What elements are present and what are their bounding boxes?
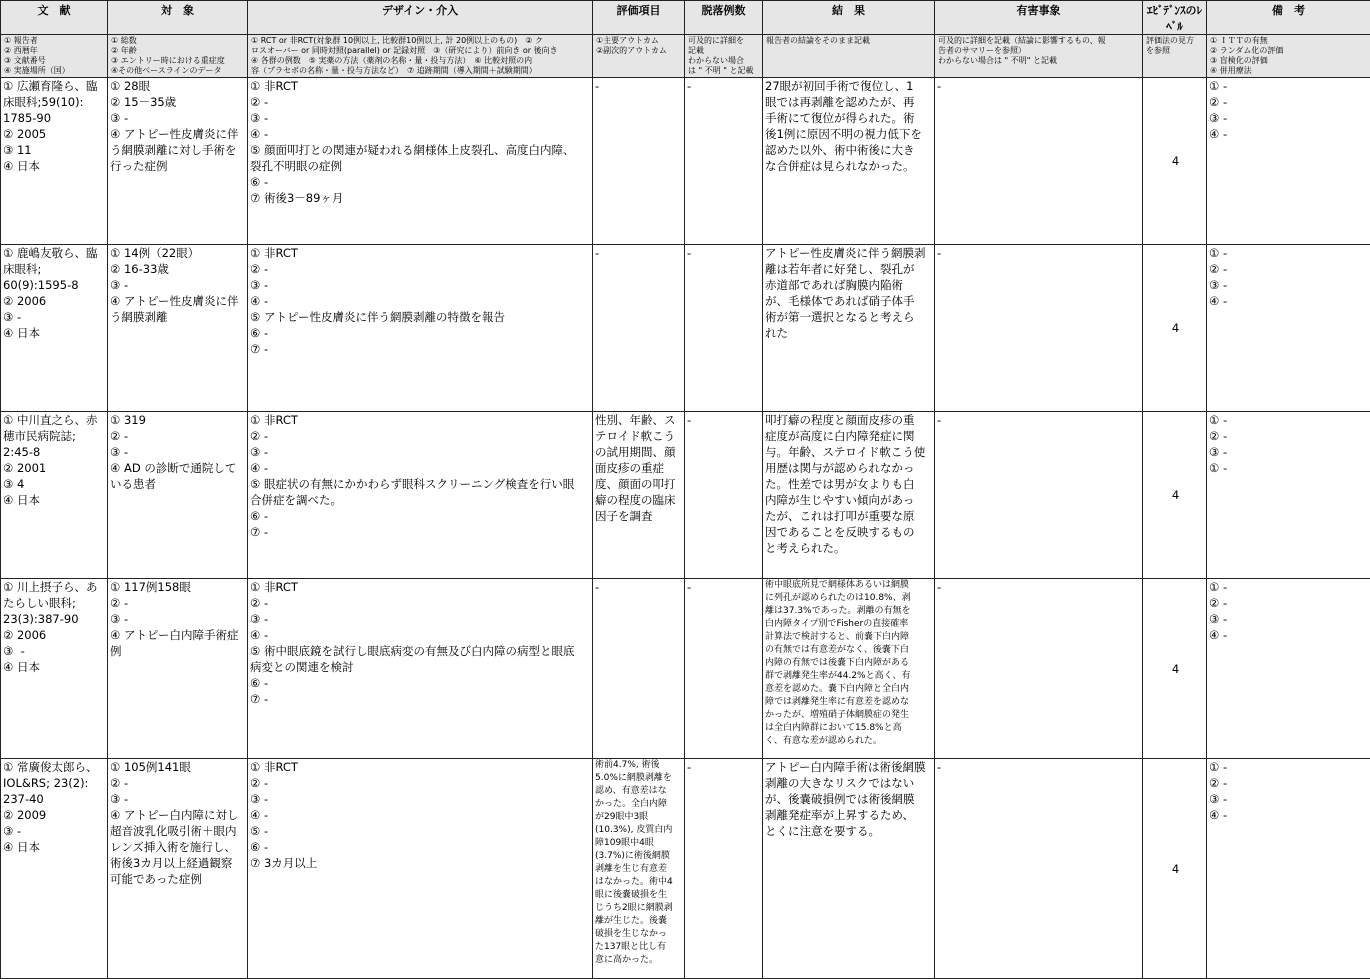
cell-line: 因子を調査 [595, 508, 684, 524]
cell-line: ② - [1209, 94, 1370, 110]
column-desc-line: ③ エントリー時における重症度 [111, 56, 245, 66]
cell-line: ④ AD の診断で通院して [110, 460, 247, 476]
column-desc-line: ① ＩＴＴの有無 [1210, 36, 1368, 46]
cell-line: と考えられた。 [765, 540, 934, 556]
cell-taisho [108, 579, 248, 759]
cell-line: ⑥ - [250, 508, 592, 524]
cell-line: が29眼中3眼 [595, 811, 684, 824]
column-desc-line: わからない場合 [688, 56, 760, 66]
cell-line: 後1例に原因不明の視力低下を [765, 126, 934, 142]
column-header-level: ｴﾋﾞﾃﾞﾝｽのﾚﾍﾞﾙ [1143, 1, 1207, 35]
column-desc-line: ④ 各群の例数 ⑤ 実薬の方法（薬剤の名称・量・投与方法） ⑥ 比較対照の内 [251, 56, 590, 66]
cell-line: は全白内障群において15.8%と高 [765, 722, 934, 735]
cell-line: - [687, 759, 762, 775]
cell-yugai [935, 412, 1143, 579]
column-desc-line: を参照 [1146, 46, 1204, 56]
cell-design [248, 759, 593, 979]
cell-biko [1207, 412, 1370, 579]
column-header-design: デザイン・介入 [248, 1, 593, 35]
header-title-row [1, 1, 1370, 35]
cell-line: 合併症を調べた。 [250, 492, 592, 508]
cell-line: ③ 4 [3, 476, 107, 492]
cell-line: 23(3):387-90 [3, 611, 107, 627]
cell-hyoka [593, 78, 685, 245]
cell-line: が、後嚢破損例では術後網膜 [765, 791, 934, 807]
column-desc-line: は " 不明 " と記載 [688, 66, 760, 76]
cell-line: - [687, 78, 762, 94]
cell-line: れた [765, 325, 934, 341]
cell-biko [1207, 579, 1370, 759]
cell-line: ④ - [1209, 126, 1370, 142]
cell-line: ③ - [1209, 110, 1370, 126]
cell-line: とくに注意を要する。 [765, 823, 934, 839]
cell-line: - [937, 78, 1142, 94]
column-desc-line: ②副次的アウトカム [596, 46, 682, 56]
cell-line: テロイド軟こう [595, 428, 684, 444]
cell-line: いる患者 [110, 476, 247, 492]
cell-line: 赤道部であれば胸膜内陥術 [765, 277, 934, 293]
cell-line: たが、これは打叩が重要な原 [765, 508, 934, 524]
cell-line: ③ - [1209, 791, 1370, 807]
cell-line: アトピー白内障手術は術後網膜 [765, 759, 934, 775]
cell-line: ③ - [250, 444, 592, 460]
column-desc-line: ① 総数 [111, 36, 245, 46]
cell-line: に列孔が認められたのは10.8%、剥 [765, 592, 934, 605]
cell-level [1143, 245, 1207, 412]
cell-taisho [108, 759, 248, 979]
cell-kekka [763, 579, 935, 759]
column-desc-line: ② 西暦年 [4, 46, 105, 56]
cell-line: 眼に後嚢破損を生 [595, 889, 684, 902]
column-desc-line: 報告者の結論をそのまま記載 [766, 36, 932, 46]
cell-line: 術が第一選択となると考えら [765, 309, 934, 325]
cell-line: ③ - [110, 277, 247, 293]
cell-line: ⑦ 3カ月以上 [250, 855, 592, 871]
cell-line: かった。全白内障 [595, 798, 684, 811]
cell-datsuraku [685, 78, 763, 245]
column-desc-line: ロスオーバー or 同時対照(parallel) or 記録対照 ③（研究により）前向き or 後向き [251, 46, 590, 56]
evidence-level: 4 [1172, 862, 1179, 876]
column-desc-line: 評価法の見方 [1146, 36, 1204, 46]
cell-line: ③ - [3, 643, 107, 659]
cell-datsuraku [685, 759, 763, 979]
cell-biko [1207, 759, 1370, 979]
cell-line: ② 2009 [3, 807, 107, 823]
cell-line: 穂市民病院誌; [3, 428, 107, 444]
cell-design [248, 579, 593, 759]
cell-line: ④ 日本 [3, 839, 107, 855]
column-desc-hyoka [593, 35, 685, 78]
cell-biko [1207, 78, 1370, 245]
cell-line: ④ - [250, 126, 592, 142]
cell-bunken [1, 759, 108, 979]
cell-line: じうち2眼に網膜剥 [595, 902, 684, 915]
cell-yugai [935, 579, 1143, 759]
cell-line: ① 常廣俊太郎ら、 [3, 759, 107, 775]
cell-line: ② - [250, 94, 592, 110]
cell-line: ⑥ - [250, 675, 592, 691]
column-desc-kekka [763, 35, 935, 78]
cell-line: ③ - [110, 444, 247, 460]
cell-line: な合併症は見られなかった。 [765, 158, 934, 174]
cell-line: ⑦ 術後3－89ヶ月 [250, 190, 592, 206]
cell-line: ③ - [110, 791, 247, 807]
column-desc-level [1143, 35, 1207, 78]
column-header-kekka: 結 果 [763, 1, 935, 35]
column-desc-line: わからない場合は " 不明" と記載 [938, 56, 1140, 66]
cell-line: 性別、年齢、ス [595, 412, 684, 428]
column-desc-line: 可及的に詳細を [688, 36, 760, 46]
column-header-bunken: 文 献 [1, 1, 108, 35]
cell-line: ③ - [250, 611, 592, 627]
column-header-biko: 備 考 [1207, 1, 1370, 35]
cell-line: 白内障タイプ別でFisherの直接確率 [765, 618, 934, 631]
table-row [1, 579, 1370, 759]
table-row [1, 759, 1370, 979]
cell-line: ④ - [250, 807, 592, 823]
cell-bunken [1, 579, 108, 759]
column-desc-line: 告者のサマリーを参照） [938, 46, 1140, 56]
cell-line: 例 [110, 643, 247, 659]
cell-line: 60(9):1595-8 [3, 277, 107, 293]
cell-line: ① - [1209, 460, 1370, 476]
cell-line: 内障が生じやすい傾向があっ [765, 492, 934, 508]
cell-line: 27眼が初回手術で復位し、1 [765, 78, 934, 94]
cell-line: 用歴は関与が認められなかっ [765, 460, 934, 476]
cell-line: ② 15－35歳 [110, 94, 247, 110]
cell-line: ② - [250, 775, 592, 791]
cell-line: 剥離を生じ有意差 [595, 863, 684, 876]
cell-line: ④ - [1209, 627, 1370, 643]
cell-line: 面皮疹の重症 [595, 460, 684, 476]
column-desc-line: ③ 盲検化の評価 [1210, 56, 1368, 66]
cell-line: ④ 日本 [3, 492, 107, 508]
cell-line: ③ - [250, 277, 592, 293]
cell-line: 意に高かった。 [595, 954, 684, 967]
column-desc-line: ④その他ベースラインのデータ [111, 66, 245, 76]
cell-line: ① - [1209, 78, 1370, 94]
cell-kekka [763, 759, 935, 979]
column-desc-line: 容（プラセボの名称・量・投与方法など） ⑦ 追跡期間（導入期間＋試験期間） [251, 66, 590, 76]
cell-taisho [108, 78, 248, 245]
cell-hyoka [593, 245, 685, 412]
column-desc-design [248, 35, 593, 78]
cell-hyoka [593, 412, 685, 579]
cell-datsuraku [685, 412, 763, 579]
cell-line: (10.3%), 皮質白内 [595, 824, 684, 837]
table-row [1, 245, 1370, 412]
cell-line: ② - [250, 261, 592, 277]
cell-line: ② - [110, 775, 247, 791]
cell-line: ① - [1209, 759, 1370, 775]
cell-line: ② - [250, 595, 592, 611]
cell-bunken [1, 245, 108, 412]
cell-line: - [687, 245, 762, 261]
cell-line: ② 16-33歳 [110, 261, 247, 277]
cell-line: - [937, 245, 1142, 261]
column-desc-line: ② ランダム化の評価 [1210, 46, 1368, 56]
cell-line: 術後3カ月以上経過観察 [110, 855, 247, 871]
column-header-taisho: 対 象 [108, 1, 248, 35]
cell-line: ⑦ - [250, 691, 592, 707]
cell-line: た。性差では男が女よりも白 [765, 476, 934, 492]
cell-line: 術中眼底所見で網様体あるいは網膜 [765, 579, 934, 592]
table-row [1, 78, 1370, 245]
cell-line: ② 2001 [3, 460, 107, 476]
cell-datsuraku [685, 579, 763, 759]
column-desc-line: ①主要アウトカム [596, 36, 682, 46]
cell-line: - [937, 579, 1142, 595]
header-desc-row [1, 35, 1370, 78]
cell-line: ④ - [250, 627, 592, 643]
cell-line: ① 117例158眼 [110, 579, 247, 595]
cell-line: ④ 日本 [3, 325, 107, 341]
cell-line: ② 2006 [3, 627, 107, 643]
cell-datsuraku [685, 245, 763, 412]
cell-line: ④ - [250, 460, 592, 476]
column-desc-line: ④ 併用療法 [1210, 66, 1368, 76]
cell-line: 超音波乳化吸引術＋眼内 [110, 823, 247, 839]
cell-line: ① 中川直之ら、赤 [3, 412, 107, 428]
cell-line: 剥離発症率が上昇するため、 [765, 807, 934, 823]
cell-line: ④ アトピー性皮膚炎に伴 [110, 293, 247, 309]
cell-line: - [687, 579, 762, 595]
cell-line: 剥離の大きなリスクではない [765, 775, 934, 791]
cell-line: 与。年齢、ステロイド軟こう使 [765, 444, 934, 460]
cell-line: ③ - [110, 611, 247, 627]
cell-line: ⑥ - [250, 174, 592, 190]
cell-line: ③ - [250, 110, 592, 126]
table-row [1, 412, 1370, 579]
cell-line: ④ アトピー白内障に対し [110, 807, 247, 823]
cell-line: ⑦ - [250, 524, 592, 540]
cell-line: 内障の有無では後嚢下白内障がある [765, 657, 934, 670]
cell-line: 症度が高度に白内障発症に関 [765, 428, 934, 444]
cell-kekka [763, 245, 935, 412]
cell-line: 5.0%に網膜剥離を [595, 772, 684, 785]
cell-line: 床眼科; [3, 261, 107, 277]
cell-line: ② - [110, 595, 247, 611]
cell-line: ② - [1209, 595, 1370, 611]
column-desc-bunken [1, 35, 108, 78]
evidence-level: 4 [1172, 488, 1179, 502]
cell-line: く、有意な差が認められた。 [765, 735, 934, 748]
cell-line: 癖の程度の臨床 [595, 492, 684, 508]
cell-line: ① 鹿嶋友敬ら、臨 [3, 245, 107, 261]
cell-line: 眼では再剥離を認めたが、再 [765, 94, 934, 110]
cell-level [1143, 412, 1207, 579]
cell-line: ③ - [1209, 444, 1370, 460]
cell-line: IOL&RS; 23(2): [3, 775, 107, 791]
cell-line: 床眼科;59(10): [3, 94, 107, 110]
column-desc-line: 記載 [688, 46, 760, 56]
cell-line: ④ アトピー性皮膚炎に伴 [110, 126, 247, 142]
cell-bunken [1, 78, 108, 245]
cell-line: 手術にて復位が得られた。術 [765, 110, 934, 126]
cell-design [248, 245, 593, 412]
cell-line: レンズ挿入術を施行し、 [110, 839, 247, 855]
column-desc-taisho [108, 35, 248, 78]
cell-line: ④ - [1209, 807, 1370, 823]
cell-line: かったが、増殖硝子体網膜症の発生 [765, 709, 934, 722]
cell-line: 離が生じた。後嚢 [595, 915, 684, 928]
cell-line: ⑤ - [250, 823, 592, 839]
cell-line: 術前4.7%, 術後 [595, 759, 684, 772]
cell-level [1143, 579, 1207, 759]
cell-line: ① - [1209, 245, 1370, 261]
cell-design [248, 412, 593, 579]
cell-line: ③ - [110, 110, 247, 126]
cell-line: ④ 日本 [3, 659, 107, 675]
cell-line: はなかった。術中4 [595, 876, 684, 889]
cell-line: 離は37.3%であった。剥離の有無を [765, 605, 934, 618]
cell-line: ② 2005 [3, 126, 107, 142]
column-desc-datsuraku [685, 35, 763, 78]
cell-line: ⑦ - [250, 341, 592, 357]
cell-line: 群で剥離発生率が44.2%と高く、有 [765, 670, 934, 683]
cell-line: ③ - [250, 791, 592, 807]
cell-line: 認め、有意差はな [595, 785, 684, 798]
table-body [1, 78, 1370, 979]
cell-line: ① 319 [110, 412, 247, 428]
cell-line: た137眼と比し有 [595, 941, 684, 954]
cell-line: 障109眼中4眼 [595, 837, 684, 850]
cell-line: 237-40 [3, 791, 107, 807]
column-desc-yugai [935, 35, 1143, 78]
cell-line: 病変との関連を検討 [250, 659, 592, 675]
cell-line: ① 非RCT [250, 759, 592, 775]
cell-line: ④ 日本 [3, 158, 107, 174]
cell-line: ① - [1209, 412, 1370, 428]
cell-line: アトピー性皮膚炎に伴う網膜剥 [765, 245, 934, 261]
cell-hyoka [593, 579, 685, 759]
column-desc-line: ② 年齢 [111, 46, 245, 56]
cell-kekka [763, 78, 935, 245]
column-header-hyoka: 評価項目 [593, 1, 685, 35]
cell-line: ⑤ 顔面叩打との関連が疑われる網様体上皮裂孔、高度白内障、 [250, 142, 592, 158]
column-desc-line: ① RCT or 非RCT(対象群 10例以上, 比較群10例以上, 計 20例以上のもの) ② ク [251, 36, 590, 46]
cell-line: 度、顔面の叩打 [595, 476, 684, 492]
cell-line: 叩打癖の程度と顔面皮疹の重 [765, 412, 934, 428]
cell-line: ② - [250, 428, 592, 444]
cell-line: の試用期間、顔 [595, 444, 684, 460]
cell-line: 計算法で検討すると、前嚢下白内障 [765, 631, 934, 644]
cell-biko [1207, 245, 1370, 412]
cell-line: ⑥ - [250, 839, 592, 855]
cell-line: ① 広瀬育隆ら、臨 [3, 78, 107, 94]
cell-line: が、毛様体であれば硝子体手 [765, 293, 934, 309]
cell-line: ② - [1209, 428, 1370, 444]
cell-line: う網膜剥離 [110, 309, 247, 325]
cell-line: 2:45-8 [3, 444, 107, 460]
cell-kekka [763, 412, 935, 579]
cell-taisho [108, 412, 248, 579]
cell-line: ① - [1209, 579, 1370, 595]
cell-line: ① 川上摂子ら、あ [3, 579, 107, 595]
cell-line: - [595, 579, 684, 595]
cell-line: - [595, 245, 684, 261]
cell-line: ② - [1209, 775, 1370, 791]
cell-line: ④ - [250, 293, 592, 309]
column-header-yugai: 有害事象 [935, 1, 1143, 35]
cell-hyoka [593, 759, 685, 979]
column-desc-line: ④ 実施場所（国） [4, 66, 105, 76]
cell-design [248, 78, 593, 245]
cell-line: 意差を認めた。嚢下白内障と全白内 [765, 683, 934, 696]
cell-line: ② 2006 [3, 293, 107, 309]
cell-line: ③ 11 [3, 142, 107, 158]
cell-line: 行った症例 [110, 158, 247, 174]
cell-line: ② - [110, 428, 247, 444]
cell-line: 裂孔不明眼の症例 [250, 158, 592, 174]
cell-yugai [935, 759, 1143, 979]
cell-line: ④ アトピー白内障手術症 [110, 627, 247, 643]
column-desc-line: ③ 文献番号 [4, 56, 105, 66]
cell-line: 障では剥離発生率に有意差を認めな [765, 696, 934, 709]
column-desc-line: 可及的に詳細を記載（結論に影響するもの、報 [938, 36, 1140, 46]
cell-line: 1785-90 [3, 110, 107, 126]
cell-line: ③ - [1209, 277, 1370, 293]
cell-line: ① 非RCT [250, 412, 592, 428]
column-header-datsuraku: 脱落例数 [685, 1, 763, 35]
evidence-level: 4 [1172, 321, 1179, 335]
cell-line: 因であることを反映するもの [765, 524, 934, 540]
evidence-level: 4 [1172, 154, 1179, 168]
cell-yugai [935, 78, 1143, 245]
cell-line: 破損を生じなかっ [595, 928, 684, 941]
cell-line: 離は若年者に好発し、裂孔が [765, 261, 934, 277]
cell-line: ① 105例141眼 [110, 759, 247, 775]
cell-line: - [595, 78, 684, 94]
cell-line: ② - [1209, 261, 1370, 277]
cell-line: - [937, 759, 1142, 775]
evidence-level: 4 [1172, 662, 1179, 676]
cell-line: - [937, 412, 1142, 428]
cell-line: - [687, 412, 762, 428]
cell-line: ① 非RCT [250, 245, 592, 261]
cell-line: たらしい眼科; [3, 595, 107, 611]
cell-line: (3.7%)に術後網膜 [595, 850, 684, 863]
cell-line: ① 28眼 [110, 78, 247, 94]
cell-line: ③ - [3, 823, 107, 839]
cell-line: の有無では有意差がなく、後嚢下白 [765, 644, 934, 657]
cell-line: 認めた以外、術中術後に大き [765, 142, 934, 158]
cell-level [1143, 78, 1207, 245]
cell-line: ④ - [1209, 293, 1370, 309]
cell-line: ⑤ 眼症状の有無にかかわらず眼科スクリーニング検査を行い眼 [250, 476, 592, 492]
cell-bunken [1, 412, 108, 579]
cell-line: ③ - [1209, 611, 1370, 627]
cell-yugai [935, 245, 1143, 412]
cell-level [1143, 759, 1207, 979]
cell-line: 可能であった症例 [110, 871, 247, 887]
cell-line: ⑤ アトピー性皮膚炎に伴う網膜剥離の特徴を報告 [250, 309, 592, 325]
column-desc-line: ① 報告者 [4, 36, 105, 46]
cell-line: ③ - [3, 309, 107, 325]
cell-line: う網膜剥離に対し手術を [110, 142, 247, 158]
cell-taisho [108, 245, 248, 412]
cell-line: ① 非RCT [250, 579, 592, 595]
cell-line: ⑤ 術中眼底鏡を試行し眼底病変の有無及び白内障の病型と眼底 [250, 643, 592, 659]
cell-line: ⑥ - [250, 325, 592, 341]
cell-line: ① 14例（22眼） [110, 245, 247, 261]
column-desc-biko [1207, 35, 1370, 78]
cell-line: ① 非RCT [250, 78, 592, 94]
